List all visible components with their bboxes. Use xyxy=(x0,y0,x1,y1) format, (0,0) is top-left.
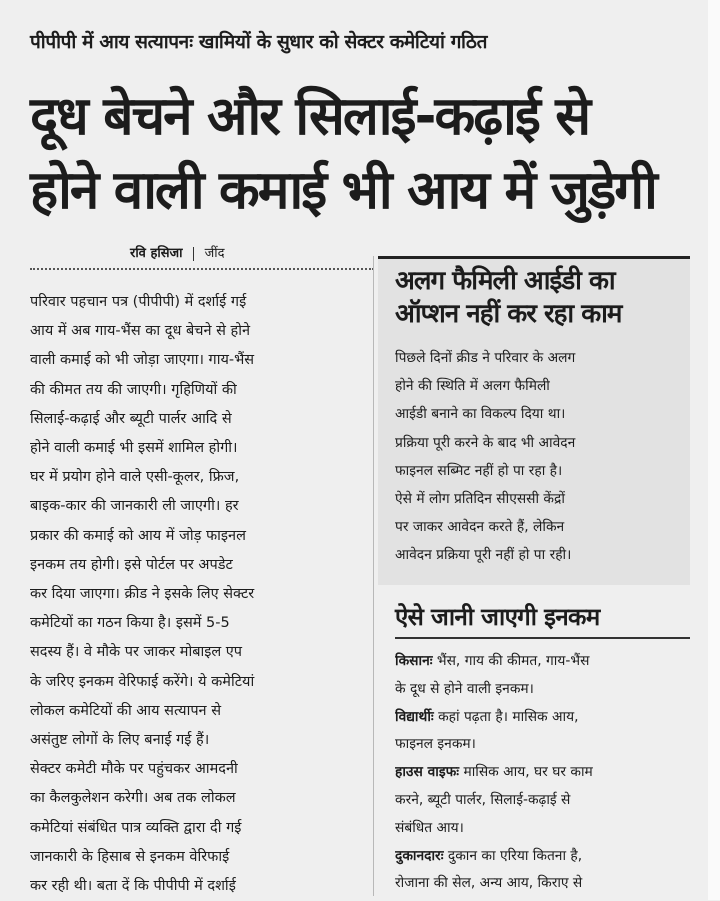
text-line: होने की स्थिति में अलग फैमिली xyxy=(395,378,550,395)
income-entry-line xyxy=(395,787,695,815)
income-entry-term: किसानः xyxy=(395,653,433,669)
byline-location: जींद xyxy=(204,246,225,261)
income-list xyxy=(395,648,695,898)
headline-line: होने वाली कमाई भी आय में जुड़ेगी xyxy=(30,160,656,221)
text-line: की कीमत तय की जाएगी। गृहिणियों की xyxy=(30,381,237,398)
income-section-rule xyxy=(395,637,690,639)
text-line: कमेटियों का गठन किया है। इसमें 5-5 xyxy=(30,615,230,632)
text-line: परिवार पहचान पत्र (पीपीपी) में दर्शाई गई xyxy=(30,294,247,310)
income-entry-line xyxy=(395,870,695,898)
income-entry-term: हाउस वाइफः xyxy=(395,764,460,781)
income-entry-text: भैंस, गाय की कीमत, गाय-भैंस xyxy=(436,653,590,669)
text-line: का कैलकुलेशन करेगी। अब तक लोकल xyxy=(30,790,236,807)
byline-dotted-rule xyxy=(30,268,374,270)
income-entry-text: संबंधित आय। xyxy=(395,819,464,836)
income-entry-term: विद्यार्थीः xyxy=(395,708,434,725)
text-line: पर जाकर आवेदन करते हैं, लेकिन xyxy=(395,519,565,536)
text-line: कर दिया जाएगा। क्रीड ने इसके लिए सेक्टर xyxy=(30,586,255,603)
text-line: जानकारी के हिसाब से इनकम वेरिफाई xyxy=(30,848,230,865)
text-line: कर रही थी। बता दें कि पीपीपी में दर्शाई xyxy=(30,878,236,895)
text-line: लोकल कमेटियों की आय सत्यापन से xyxy=(30,702,222,719)
text-line: वाली कमाई को भी जोड़ा जाएगा। गाय-भैंस xyxy=(30,352,255,369)
income-entry-line xyxy=(395,648,695,676)
text-line: आईडी बनाने का विकल्प दिया था। xyxy=(395,406,566,423)
byline-separator xyxy=(193,247,194,261)
text-line: सिलाई-कढ़ाई और ब्यूटी पार्लर आदि से xyxy=(30,410,232,427)
income-entry-text: करने, ब्यूटी पार्लर, सिलाई-कढ़ाई से xyxy=(395,791,571,808)
sidebar-title xyxy=(395,265,685,331)
income-entry-term: दुकानदारः xyxy=(395,847,444,864)
income-entry-text: दुकान का एरिया कितना है, xyxy=(447,847,583,864)
article-kicker: पीपीपी में आय सत्यापनः खामियों के सुधार को सेक्टर कमेटियां गठित xyxy=(30,31,487,53)
income-entry-text: मासिक आय, घर घर काम xyxy=(463,764,593,781)
text-line: आय में अब गाय-भैंस का दूध बेचने से होने xyxy=(30,323,251,340)
income-entry-line xyxy=(395,843,695,871)
text-line: कमेटियां संबंधित पात्र व्यक्ति द्वारा दी गई xyxy=(30,819,242,836)
text-line: आवेदन प्रक्रिया पूरी नहीं हो पा रही। xyxy=(395,547,572,564)
headline-line: दूध बेचने और सिलाई-कढ़ाई से xyxy=(30,86,590,147)
column-divider xyxy=(373,256,374,896)
text-line: पिछले दिनों क्रीड ने परिवार के अलग xyxy=(395,350,576,366)
text-line: सदस्य हैं। वे मौके पर जाकर मोबाइल एप xyxy=(30,644,243,661)
text-line: फाइनल सब्मिट नहीं हो पा रहा है। xyxy=(395,462,563,479)
text-line: होने वाली कमाई भी इसमें शामिल होगी। xyxy=(30,440,238,457)
text-line: बाइक-कार की जानकारी ली जाएगी। हर xyxy=(30,498,239,515)
sidebar-text xyxy=(395,344,685,570)
text-line: प्रकार की कमाई को आय में जोड़ फाइनल xyxy=(30,527,246,544)
income-entry-text: के दूध से होने वाली इनकम। xyxy=(395,680,534,697)
income-entry-line xyxy=(395,676,695,704)
byline-author: रवि हसिजा xyxy=(130,246,183,261)
income-entry-text: कहां पढ़ता है। मासिक आय, xyxy=(438,708,579,725)
byline xyxy=(130,243,225,261)
income-section-heading: ऐसे जानी जाएगी इनकम xyxy=(395,603,600,631)
text-line: घर में प्रयोग होने वाले एसी-कूलर, फ्रिज, xyxy=(30,469,240,486)
income-entry-text: फाइनल इनकम। xyxy=(395,736,476,753)
text-line: प्रक्रिया पूरी करने के बाद भी आवेदन xyxy=(395,434,576,451)
income-entry-line xyxy=(395,731,695,759)
article-body xyxy=(30,288,368,901)
page-edge xyxy=(708,0,720,900)
income-entry-line xyxy=(395,704,695,732)
income-entry-line xyxy=(395,759,695,787)
text-line: ऐसे में लोग प्रतिदिन सीएससी केंद्रों xyxy=(395,491,565,508)
article-headline xyxy=(30,80,700,228)
text-line: असंतुष्ट लोगों के लिए बनाई गई हैं। xyxy=(30,732,210,749)
text-line: सेक्टर कमेटी मौके पर पहुंचकर आमदनी xyxy=(30,761,238,778)
sidebar-title-line: अलग फैमिली आईडी का xyxy=(395,266,615,296)
income-entry-text: रोजाना की सेल, अन्य आय, किराए से xyxy=(395,875,583,892)
text-line: इनकम तय होगी। इसे पोर्टल पर अपडेट xyxy=(30,556,233,573)
income-entry-line xyxy=(395,815,695,843)
sidebar-title-line: ऑप्शन नहीं कर रहा काम xyxy=(395,299,622,329)
text-line: के जरिए इनकम वेरिफाई करेंगे। ये कमेटियां xyxy=(30,673,255,690)
